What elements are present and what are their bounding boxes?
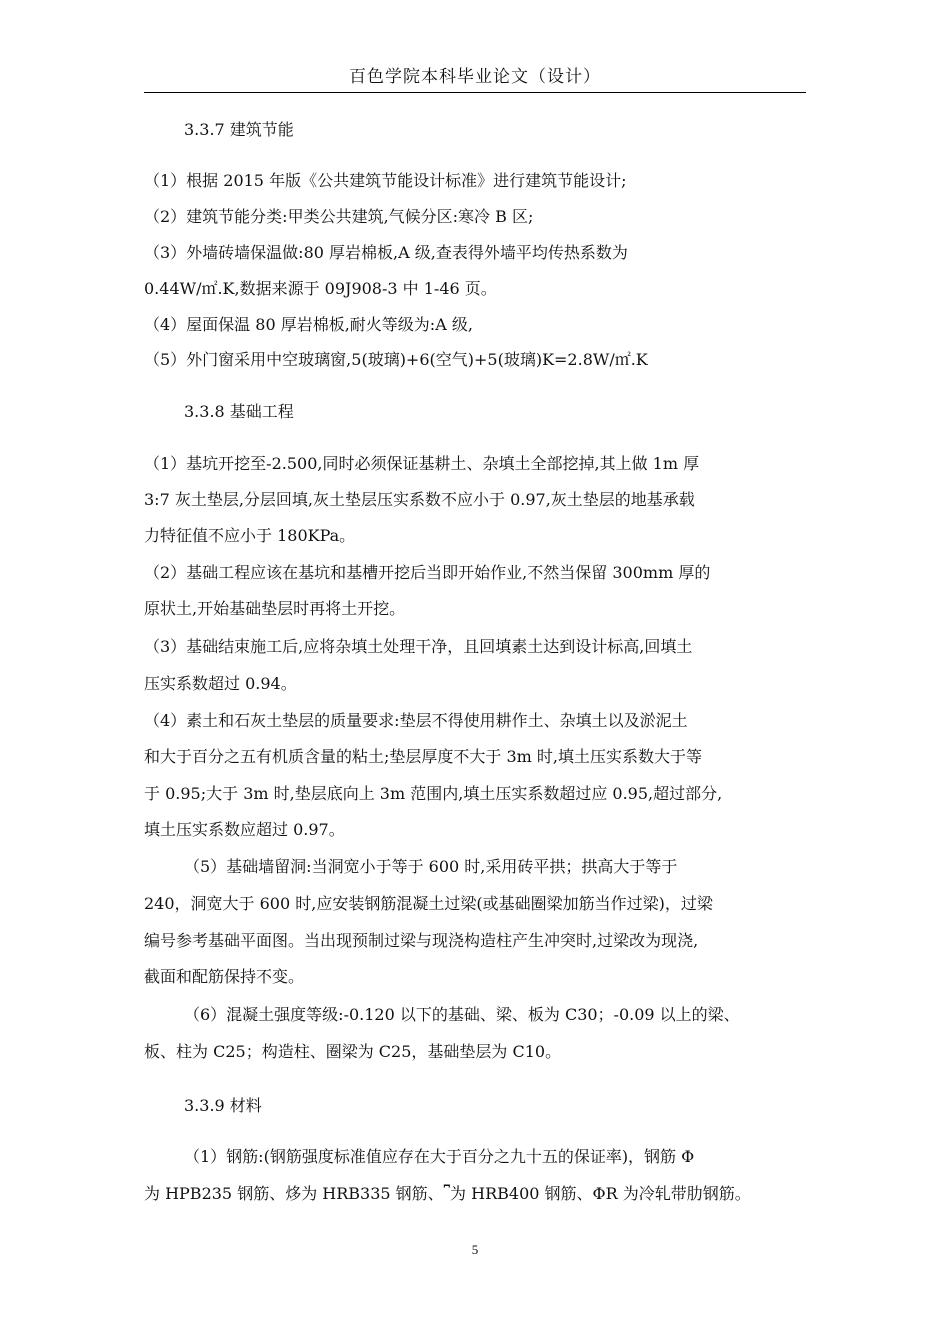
body-line: 为 HPB235 钢筋、㶴为 HRB335 钢筋、⎴为 HRB400 钢筋、ΦR 为冷轧带肋钢筋。: [144, 1184, 751, 1203]
body-line: 压实系数超过 0.94。: [144, 674, 297, 693]
body-line: （1）根据 2015 年版《公共建筑节能设计标准》进行建筑节能设计;: [144, 171, 627, 190]
body-line: （6）混凝土强度等级:-0.120 以下的基础、梁、板为 C30；-0.09 以上的梁、: [184, 1005, 740, 1024]
body-line: 0.44W/㎡.K,数据来源于 09J908-3 中 1-46 页。: [144, 279, 497, 298]
body-line: （5）基础墙留洞:当洞宽小于等于 600 时,采用砖平拱；拱高大于等于: [184, 857, 678, 876]
section-heading-3-3-8: 3.3.8 基础工程: [184, 402, 294, 421]
header-title: 百色学院本科毕业论文（设计）: [349, 67, 601, 87]
body-line: （3）外墙砖墙保温做:80 厚岩棉板,A 级,查表得外墙平均传热系数为: [144, 243, 628, 262]
body-line: 板、柱为 C25；构造柱、圈梁为 C25，基础垫层为 C10。: [144, 1042, 562, 1061]
body-line: 和大于百分之五有机质含量的粘土;垫层厚度不大于 3m 时,填土压实系数大于等: [144, 747, 703, 766]
body-line: 3:7 灰土垫层,分层回填,灰土垫层压实系数不应小于 0.97,灰土垫层的地基承载: [144, 490, 695, 509]
body-line: 原状土,开始基础垫层时再将土开挖。: [144, 599, 406, 618]
body-line: （2）建筑节能分类:甲类公共建筑,气候分区:寒冷 B 区;: [144, 207, 534, 226]
page-number: 5: [471, 1242, 479, 1257]
body-line: （1）基坑开挖至-2.500,同时必须保证基耕土、杂填土全部挖掉,其上做 1m 厚: [144, 454, 700, 473]
body-line: （4）素土和石灰土垫层的质量要求:垫层不得使用耕作土、杂填土以及淤泥土: [144, 711, 688, 730]
body-line: （1）钢筋:(钢筋强度标准值应存在大于百分之九十五的保证率)，钢筋 Φ: [184, 1147, 695, 1166]
section-heading-3-3-7: 3.3.7 建筑节能: [184, 120, 294, 139]
body-line: 填土压实系数应超过 0.97。: [144, 820, 345, 839]
body-line: （4）屋面保温 80 厚岩棉板,耐火等级为:A 级,: [144, 315, 473, 334]
body-line: （3）基础结束施工后,应将杂填土处理干净，且回填素土达到设计标高,回填土: [144, 637, 693, 656]
section-heading-3-3-9: 3.3.9 材料: [184, 1096, 262, 1115]
page-header: [144, 62, 806, 93]
body-line: 编号参考基础平面图。当出现预制过梁与现浇构造柱产生冲突时,过梁改为现浇,: [144, 931, 699, 950]
body-line: 截面和配筋保持不变。: [144, 967, 305, 986]
body-line: 于 0.95;大于 3m 时,垫层底向上 3m 范围内,填土压实系数超过应 0.95,超过部分,: [144, 784, 723, 803]
body-line: 力特征值不应小于 180KPa。: [144, 526, 356, 545]
body-line: 240，洞宽大于 600 时,应安装钢筋混凝土过梁(或基础圈梁加筋当作过梁)，过梁: [144, 894, 713, 913]
body-line: （5）外门窗采用中空玻璃窗,5(玻璃)+6(空气)+5(玻璃)K=2.8W/㎡.K: [144, 350, 648, 369]
body-line: （2）基础工程应该在基坑和基槽开挖后当即开始作业,不然当保留 300mm 厚的: [144, 563, 711, 582]
